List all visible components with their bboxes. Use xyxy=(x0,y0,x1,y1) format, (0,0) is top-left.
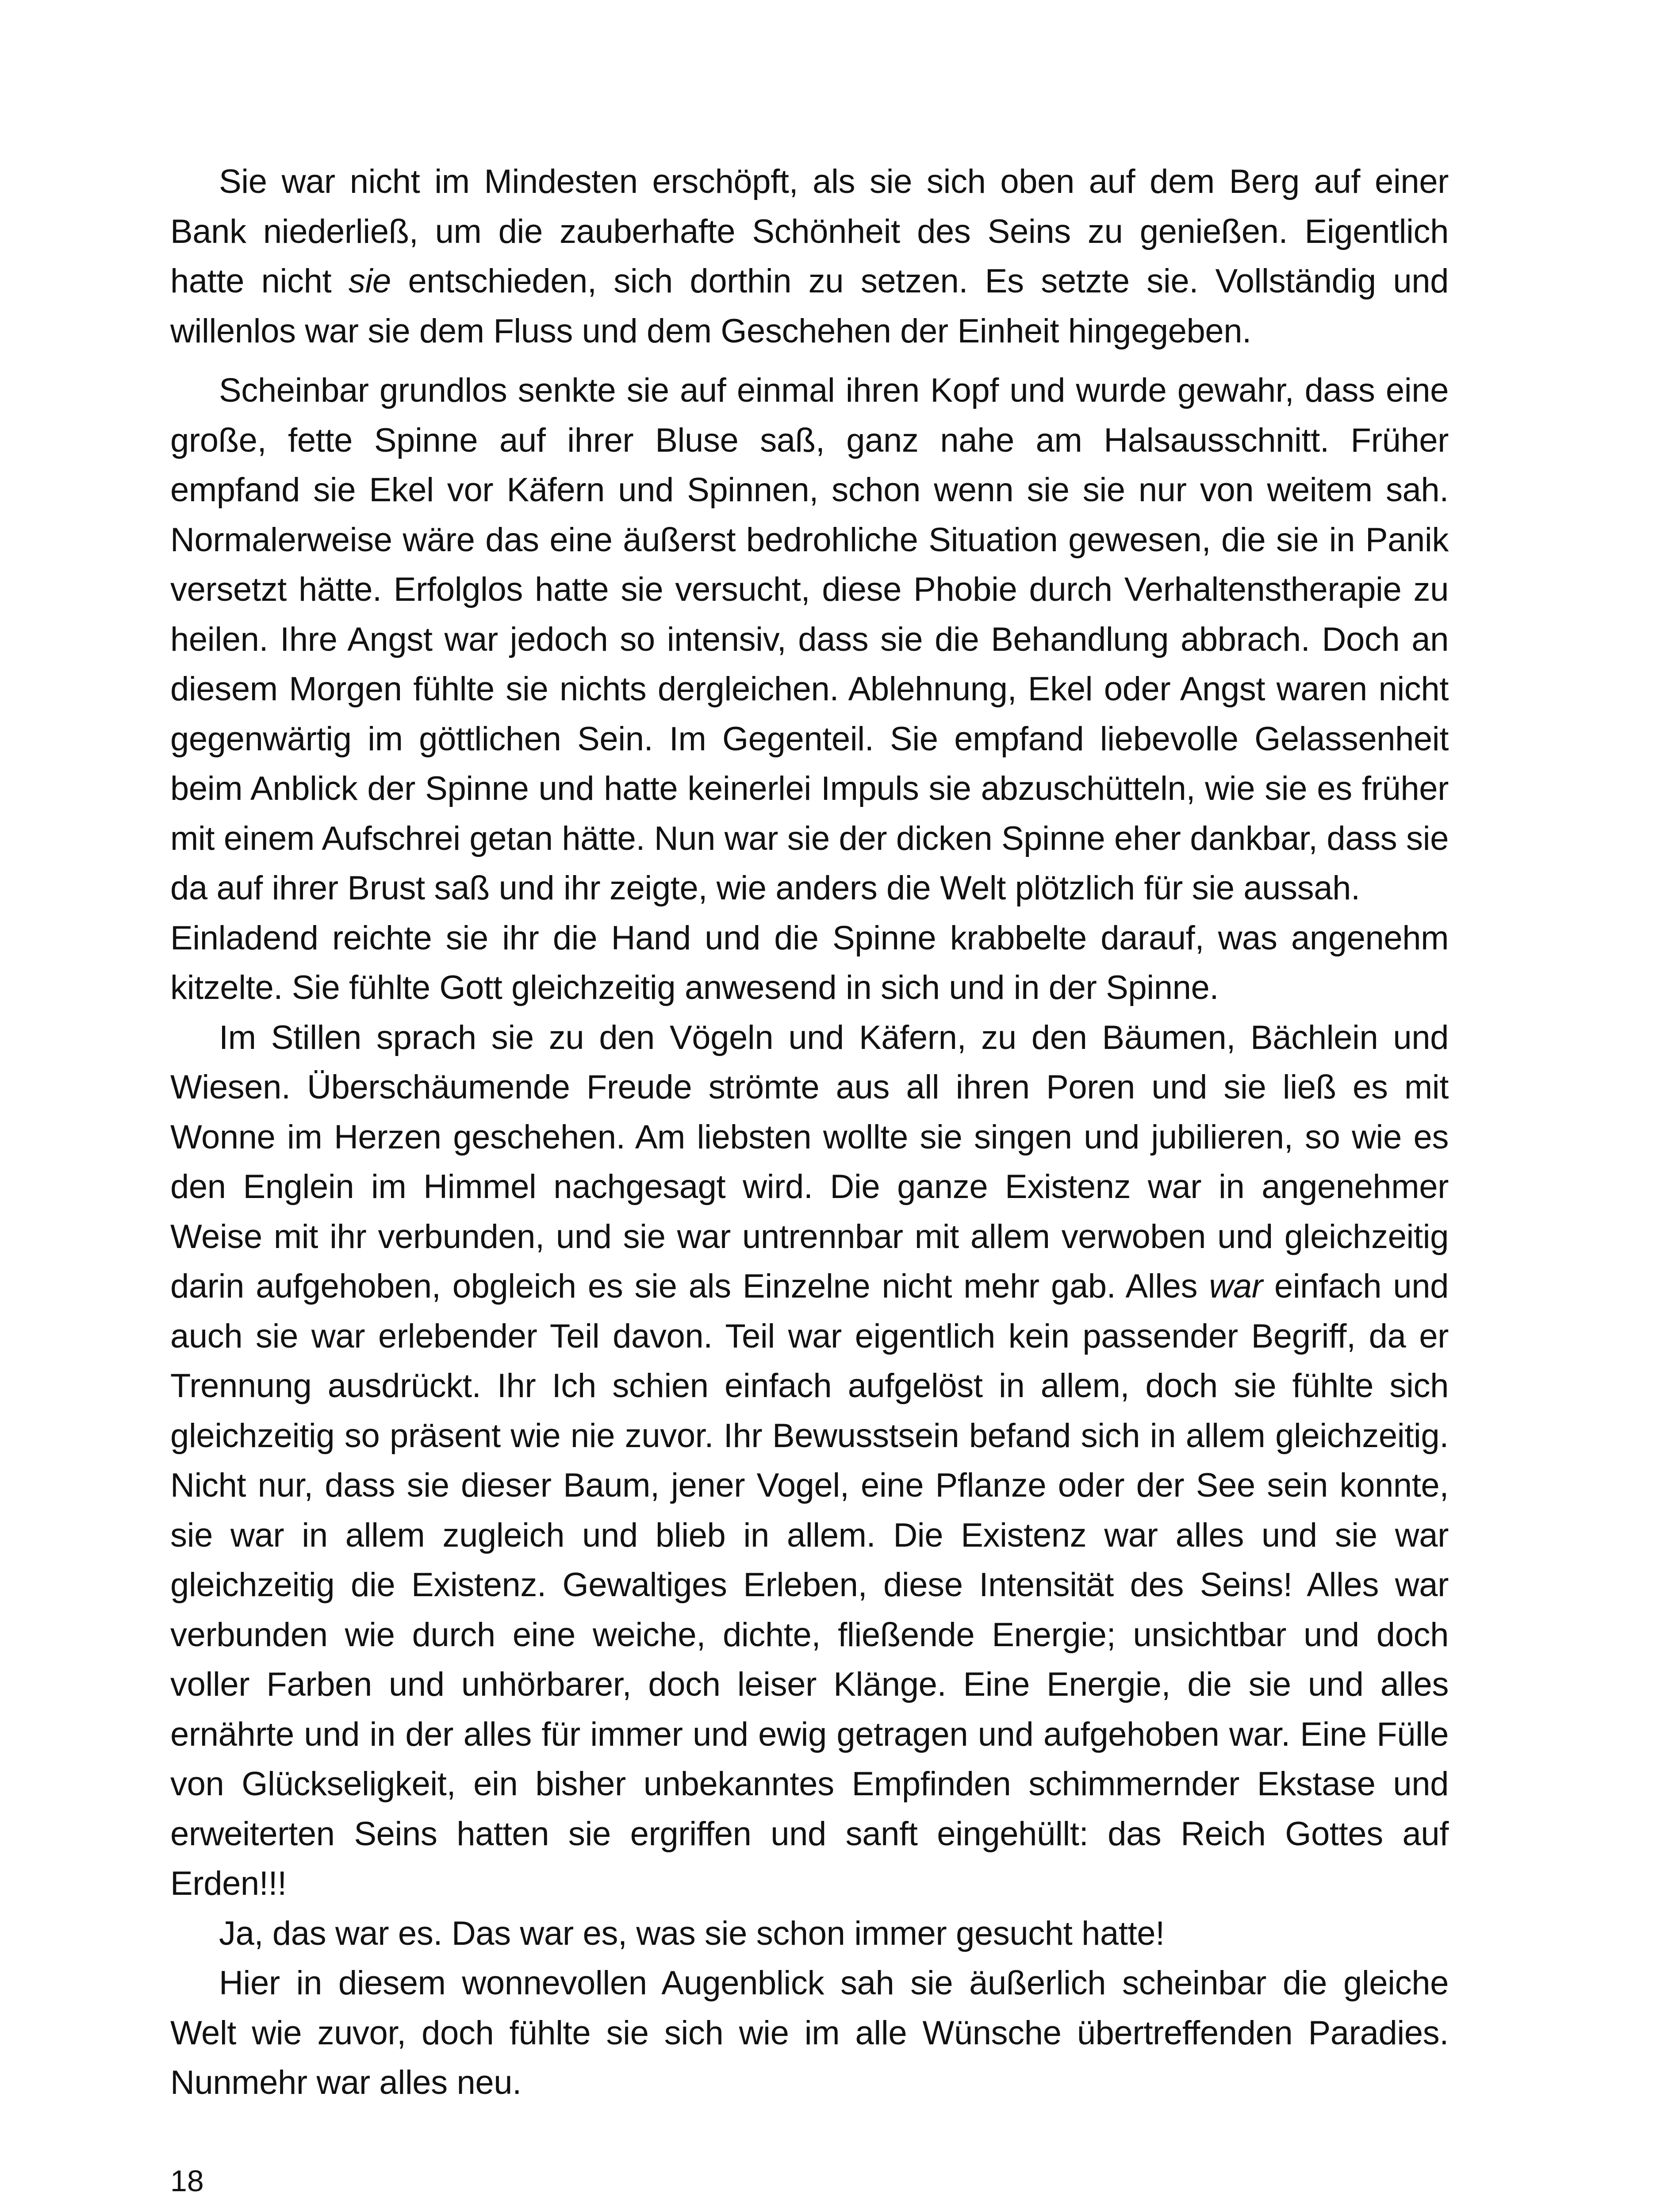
page-number: 18 xyxy=(170,2164,204,2198)
paragraph-2: Scheinbar grundlos senkte sie auf einmal ihren Kopf und wurde gewahr, dass eine große, fette Spinne auf ihrer Bluse saß, ganz nahe am Halsausschnitt. Früher empfand sie Ekel vor Käfern und Spinnen, schon wenn sie sie nur von weitem sah. Normalerweise wäre das eine äußerst bedrohliche Situation gewesen, die sie in Panik versetzt hätte. Erfolglos hatte sie versucht, diese Phobie durch Verhaltenstherapie zu heilen. Ihre Angst war jedoch so intensiv, dass sie die Behandlung abbrach. Doch an diesem Morgen fühlte sie nichts dergleichen. Ablehnung, Ekel oder Angst waren nicht gegenwärtig im göttlichen Sein. Im Gegenteil. Sie empfand liebevolle Gelassenheit beim Anblick der Spinne und hatte keinerlei Impuls sie abzuschütteln, wie sie es früher mit einem Aufschrei getan hätte. Nun war sie der dicken Spinne eher dankbar, dass sie da auf ihrer Brust saß und ihr zeigte, wie anders die Welt plötzlich für sie aussah. xyxy=(170,372,1449,907)
paragraph-5: Ja, das war es. Das war es, was sie schon immer gesucht hatte! xyxy=(219,1914,1165,1952)
paragraph-6: Hier in diesem wonnevollen Augenblick sah sie äußerlich scheinbar die gleiche Welt wie zuvor, doch fühlte sie sich wie im alle Wünsche übertreffenden Paradies. Nunmehr war alles neu. xyxy=(170,1964,1449,2101)
body-text xyxy=(170,157,1449,2108)
emphasis-war: war xyxy=(1209,1267,1263,1305)
paragraph-4: Im Stillen sprach sie zu den Vögeln und Käfern, zu den Bäumen, Bächlein und Wiesen. Überschäumende Freude strömte aus all ihren Poren und sie ließ es mit Wonne im Herzen geschehen. Am liebsten wollte sie singen und jubilieren, so wie es den Englein im Himmel nachgesagt wird. Die ganze Existenz war in angenehmer Weise mit ihr verbunden, und sie war untrennbar mit allem verwoben und gleichzeitig darin aufgehoben, obgleich es sie als Einzelne nicht mehr gab. Alles war einfach und auch sie war erlebender Teil davon. Teil war eigentlich kein passender Begriff, da er Trennung ausdrückt. Ihr Ich schien einfach aufgelöst in allem, doch sie fühlte sich gleichzeitig so präsent wie nie zuvor. Ihr Bewusstsein befand sich in allem gleichzeitig. Nicht nur, dass sie dieser Baum, jener Vogel, eine Pflanze oder der See sein konnte, sie war in allem zugleich und blieb in allem. Die Existenz war alles und sie war gleichzeitig die Existenz. Gewaltiges Erleben, diese Intensität des Seins! Alles war verbunden wie durch eine weiche, dichte, fließende Energie; unsichtbar und doch voller Farben und unhörbarer, doch leiser Klänge. Eine Energie, die sie und alles ernährte und in der alles für immer und ewig getragen und aufgehoben war. Eine Fülle von Glückseligkeit, ein bisher unbekanntes Empfinden schimmernder Ekstase und erweiterten Seins hatten sie ergriffen und sanft eingehüllt: das Reich Gottes auf Erden!!! xyxy=(170,1018,1449,1902)
paragraph-3: Einladend reichte sie ihr die Hand und die Spinne krabbelte darauf, was angenehm kitzelte. Sie fühlte Gott gleichzeitig anwesend in sich und in der Spinne. xyxy=(170,919,1449,1006)
emphasis-sie: sie xyxy=(348,262,391,300)
paragraph-1: Sie war nicht im Mindesten erschöpft, als sie sich oben auf dem Berg auf einer Bank niederließ, um die zauberhafte Schönheit des Seins zu genießen. Eigentlich hatte nicht sie entschieden, sich dorthin zu setzen. Es setzte sie. Vollständig und willenlos war sie dem Fluss und dem Geschehen der Einheit hingegeben. xyxy=(170,163,1449,350)
